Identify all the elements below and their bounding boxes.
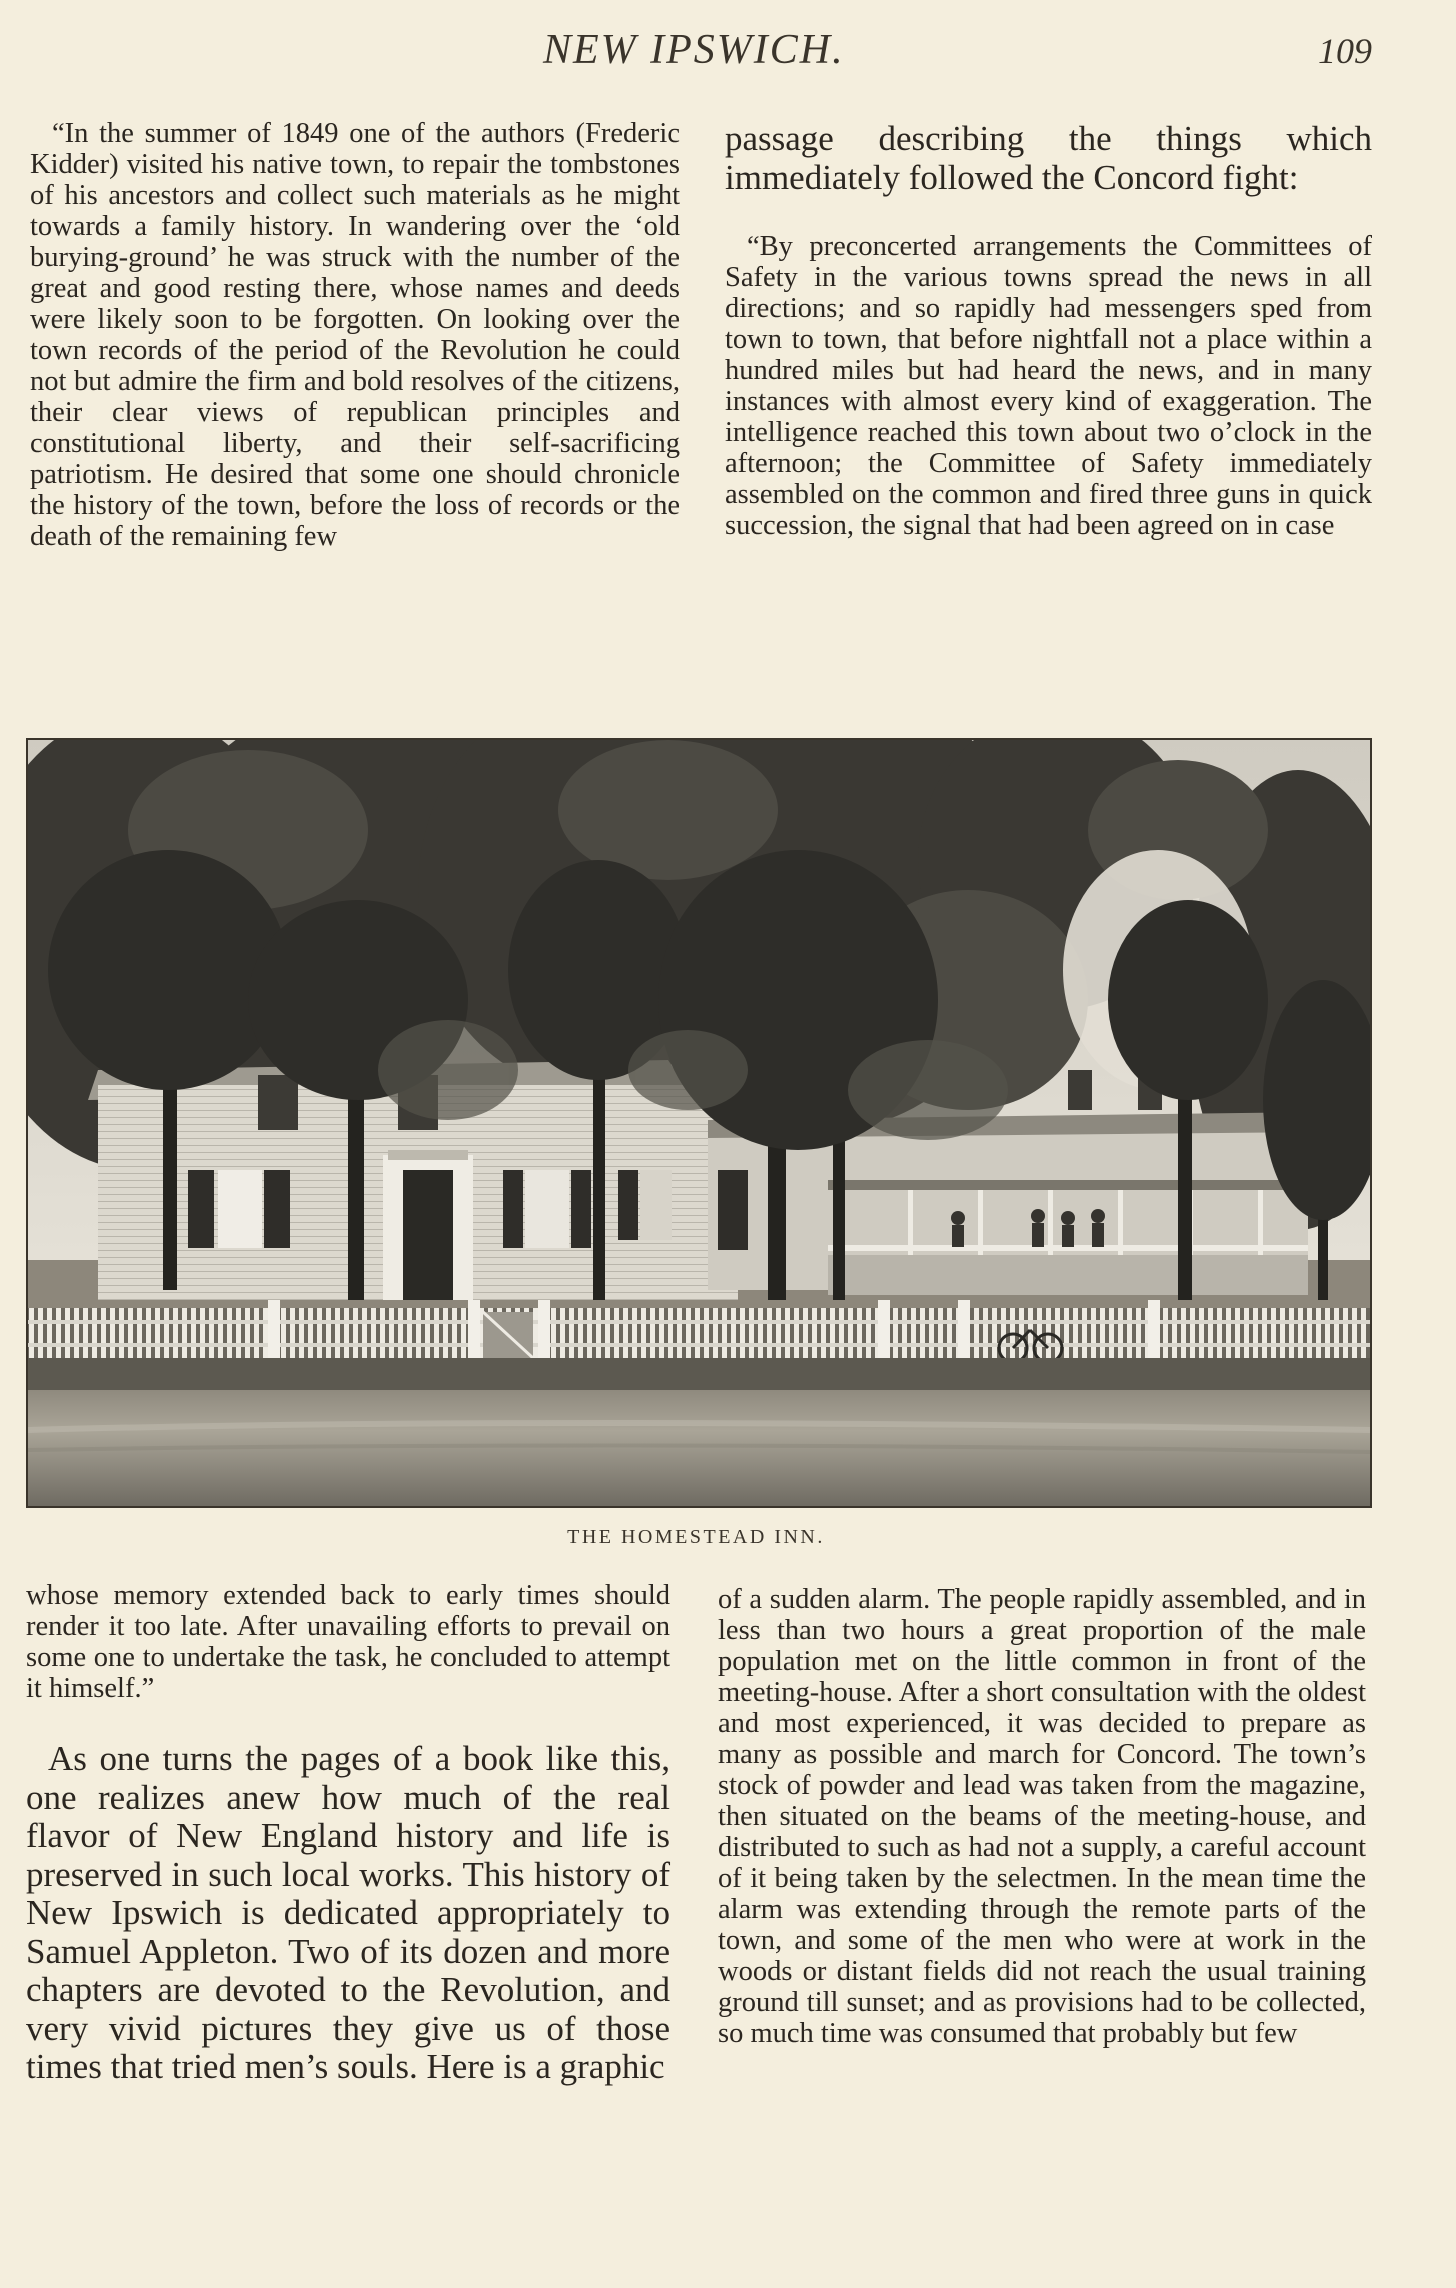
homestead-inn-photograph (26, 738, 1372, 1508)
kidder-quote-paragraph: “In the summer of 1849 one of the authors (Frederic Kidder) visited his native town, to repair the tombstones of his ancestors and collect such materials as he might towards a family history. In wandering over the ‘old burying-ground’ he was struck with the number of the great and good resting there, whose names and deeds were likely soon to be forgotten. On looking over the town records of the period of the Revolution he could not but admire the firm and bold resolves of the citizens, their clear views of republican principles and constitutional liberty, and their self-sacrificing patriotism. He desired that some one should chronicle the history of the town, before the loss of records or the death of the remaining few (30, 118, 680, 552)
bottom-left-column (26, 1580, 670, 2087)
appleton-paragraph: As one turns the pages of a book like this, one realizes anew how much of the real flavor of New England history and life is preserved in such local works. This history of New Ipswich is dedicated appropriately to Samuel Appleton. Two of its dozen and more chapters are devoted to the Revolution, and very vivid pictures they give us of those times that tried men’s souls. Here is a graphic (26, 1739, 670, 2086)
homestead-inn-illustration (28, 740, 1370, 1506)
top-right-column (725, 120, 1372, 541)
running-head (0, 26, 1456, 86)
bottom-right-column (718, 1584, 1366, 2049)
figure-caption: THE HOMESTEAD INN. (567, 1526, 825, 1548)
running-title: NEW IPSWICH. (543, 27, 845, 73)
passage-intro: passage describing the things which immediately followed the Concord fight: (725, 119, 1372, 197)
concord-quote-paragraph: “By preconcerted arrangements the Committees of Safety in the various towns spread the news in all directions; and so rapidly had messengers sped from town to town, that before nightfall not a place within a hundred miles but had heard the news, and in many instances with almost every kind of exaggeration. The intelligence reached this town about two o’clock in the afternoon; the Committee of Safety immediately assembled on the common and fired three guns in quick succession, the signal that had been agreed on in case (725, 231, 1372, 541)
alarm-paragraph: of a sudden alarm. The people rapidly assembled, and in less than two hours a great proportion of the male population met on the little common in front of the meeting-house. After a short consultation with the oldest and most experienced, it was decided to prepare as many as possible and march for Concord. The town’s stock of powder and lead was taken from the magazine, then situated on the beams of the meeting-house, and distributed to such as had not a supply, a careful account of it being taken by the selectmen. In the mean time the alarm was extending through the remote parts of the town, and some of the men who were at work in the woods or distant fields did not reach the usual training ground till sunset; and as provisions had to be collected, so much time was consumed that probably but few (718, 1584, 1366, 2049)
kidder-quote-ending: whose memory extended back to early times should render it too late. After unavailing efforts to prevail on some one to undertake the task, he concluded to attempt it himself.” (26, 1580, 670, 1704)
page-number: 109 (1318, 31, 1372, 71)
top-left-column (30, 118, 680, 552)
